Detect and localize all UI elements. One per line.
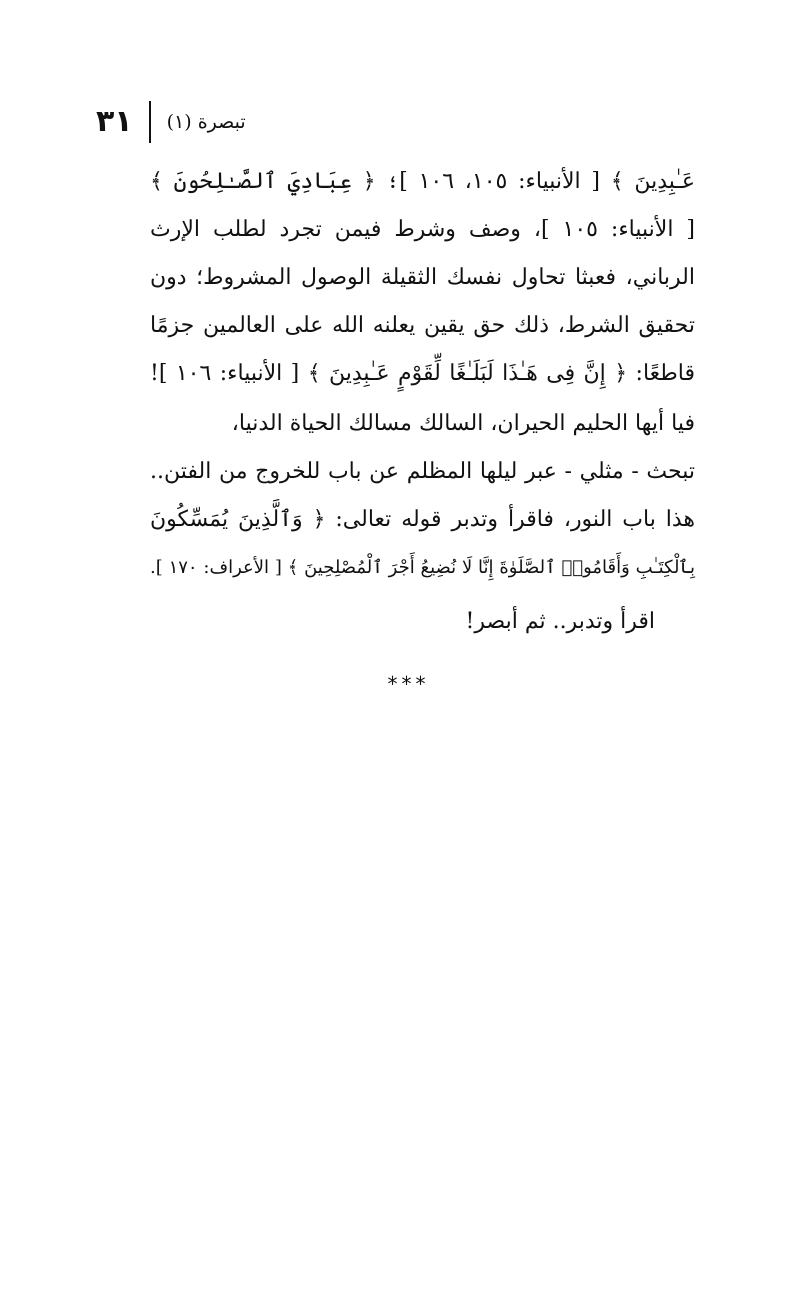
paragraph-line: [ الأنبياء: ١٠٥ ]، وصف وشرط فيمن تجرد لطلب الإرث	[150, 217, 695, 242]
paragraph-line: اقرأ وتدبر.. ثم أبصر!	[465, 609, 655, 634]
paragraph-line: قاطعًا: ﴿ إِنَّ فِى هَـٰذَا لَبَلَـٰغًا لِّقَوْمٍ عَـٰبِدِينَ ﴾ [ الأنبياء: ١٠٦ ]!	[150, 361, 695, 386]
running-title: تبصرة (١)	[166, 111, 246, 133]
paragraph-line: الرباني، فعبثا تحاول نفسك الثقيلة الوصول المشروط؛ دون	[150, 265, 695, 290]
paragraph-2	[150, 400, 695, 592]
paragraph-line: فيا أيها الحليم الحيران، السالك مسالك الحياة الدنيا،	[231, 411, 695, 436]
section-separator: ***	[387, 672, 430, 696]
paragraph-line: بِٱلْكِتَـٰبِ وَأَقَامُوا۟ ٱلصَّلَوٰةَ إِنَّا لَا نُضِيعُ أَجْرَ ٱلْمُصْلِحِينَ ﴾ [ الأعراف: ١٧٠ ].	[150, 557, 695, 578]
header-divider	[149, 101, 151, 143]
paragraph-line: تبحث - مثلي - عبر ليلها المظلم عن باب للخروج من الفتن..	[150, 459, 695, 484]
page-header	[96, 100, 246, 144]
paragraph-line: تحقيق الشرط، ذلك حق يقين يعلنه الله على العالمين جزمًا	[150, 313, 695, 338]
paragraph-1	[150, 158, 695, 398]
paragraph-3	[150, 598, 695, 646]
paragraph-line: هذا باب النور، فاقرأ وتدبر قوله تعالى: ﴿ وَٱلَّذِينَ يُمَسِّكُونَ	[150, 507, 695, 532]
page-number: ٣١	[96, 104, 133, 139]
paragraph-line: عَـٰبِدِينَ ﴾ [ الأنبياء: ١٠٥، ١٠٦ ]؛ ﴿ عِبَادِيَ ٱلصَّـٰلِحُونَ ﴾	[150, 169, 695, 194]
